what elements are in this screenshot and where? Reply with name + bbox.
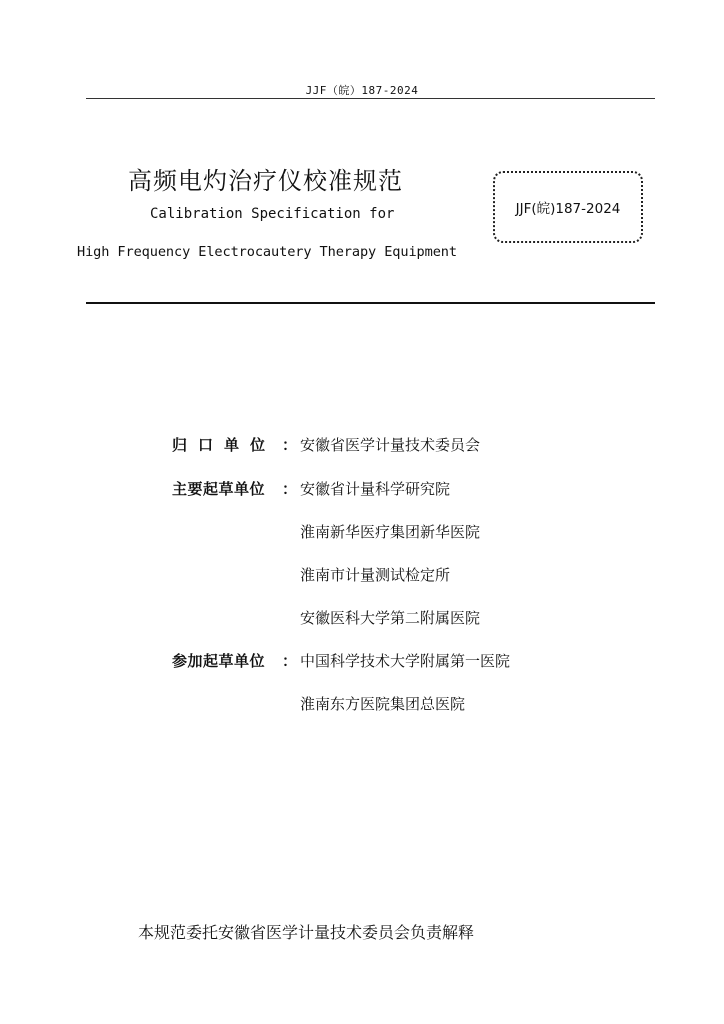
document-title-english-line1: Calibration Specification for [150,206,395,222]
title-divider [86,302,655,304]
header-standard-code: JJF（皖）187-2024 [305,84,419,97]
main-drafting-unit-colon: ： [282,480,298,498]
main-drafting-unit-value: 淮南新华医疗集团新华医院 [300,523,481,541]
interpretation-note: 本规范委托安徽省医学计量技术委员会负责解释 [138,923,475,942]
standard-code-box-text: JJF(皖)187-2024 [515,201,621,217]
header-divider [86,98,655,99]
participating-unit-colon: ： [282,652,298,670]
responsible-unit-colon: ： [282,436,298,454]
participating-unit-value: 中国科学技术大学附属第一医院 [300,652,511,670]
main-drafting-unit-value: 淮南市计量测试检定所 [300,566,451,584]
participating-unit-value: 淮南东方医院集团总医院 [300,695,466,713]
participating-unit-label: 参加起草单位 [172,652,266,670]
responsible-unit-value: 安徽省医学计量技术委员会 [300,436,481,454]
document-title-chinese: 高频电灼治疗仪校准规范 [128,167,403,195]
standard-code-box [493,171,643,243]
document-title-english-line2: High Frequency Electrocautery Therapy Equipment [77,244,457,260]
main-drafting-unit-value: 安徽医科大学第二附属医院 [300,609,481,627]
responsible-unit-label: 归口单位 [172,436,277,454]
main-drafting-unit-label: 主要起草单位 [172,480,266,498]
main-drafting-unit-value: 安徽省计量科学研究院 [300,480,451,498]
